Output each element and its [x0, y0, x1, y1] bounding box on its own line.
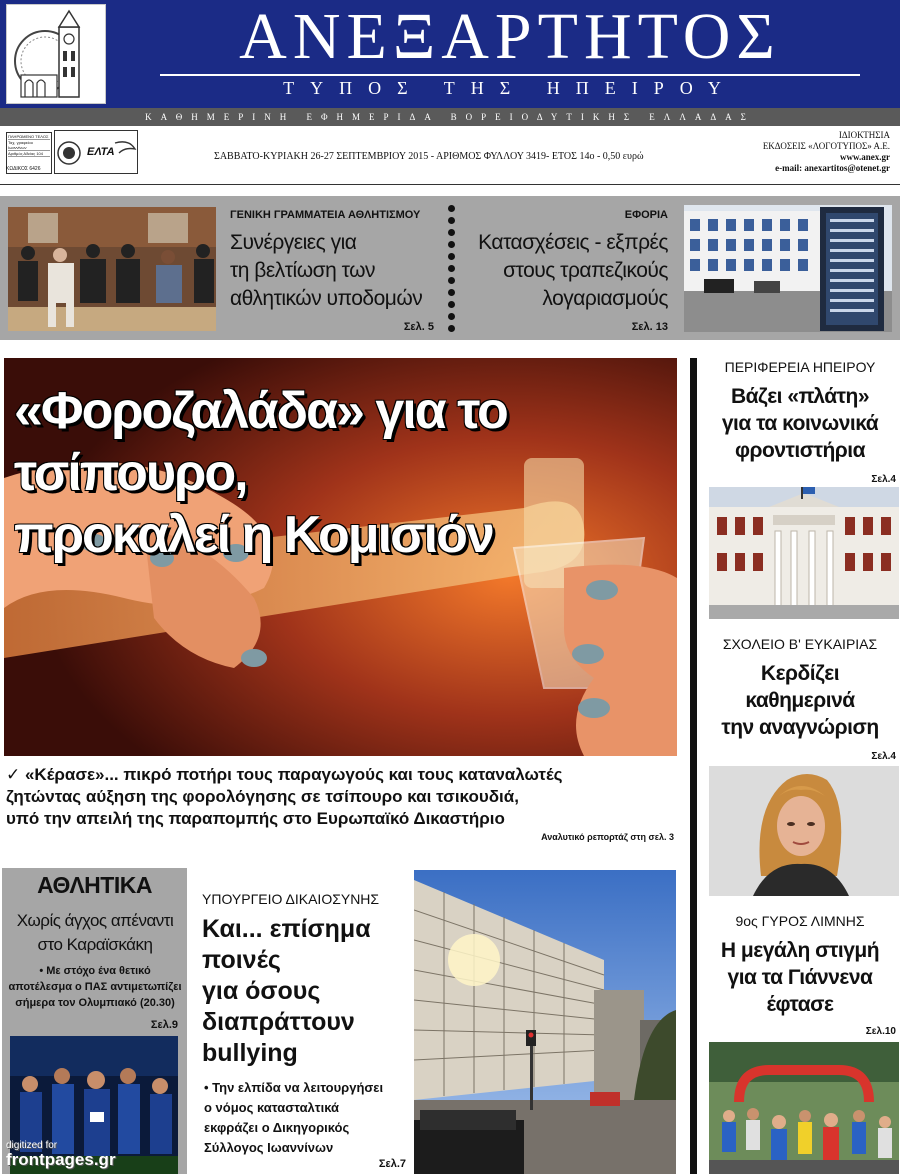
headline-line: τη βελτίωση των — [230, 259, 375, 282]
strip-left-page-ref: Σελ. 5 — [403, 321, 434, 333]
headline-line: καθημερινά — [745, 689, 855, 712]
right-story-2-kicker: ΣΧΟΛΕΙΟ Β' ΕΥΚΑΙΡΙΑΣ — [722, 636, 878, 652]
body-line: αποτέλεσμα ο ΠΑΣ αντιμετωπίζει — [8, 981, 182, 993]
stamp-line: Αριθμός Αδείας 104 — [8, 151, 50, 157]
headline-line: Βάζει «πλάτη» — [730, 385, 870, 408]
meeting-photo — [8, 207, 216, 331]
newspaper-title: ΑΝΕΞΑΡΤΗΤΟΣ — [239, 0, 781, 73]
headline-line: Συνέργειες για — [230, 231, 357, 254]
email-link[interactable]: e-mail: anexartitos@otenet.gr — [775, 163, 890, 173]
strip-left-kicker: ΓΕΝΙΚΗ ΓΡΑΜΜΑΤΕΙΑ ΑΘΛΗΤΙΣΜΟΥ — [230, 209, 421, 221]
right-story-3-kicker: 9ος ΓΥΡΟΣ ΛΙΜΝΗΣ — [735, 913, 865, 929]
info-rule — [0, 184, 900, 185]
right-story-2-page-ref: Σελ.4 — [871, 751, 896, 762]
headline-line: λογαριασμούς — [542, 287, 668, 310]
watermark-line: digitized for — [6, 1140, 58, 1151]
lead-subhead — [6, 764, 676, 830]
newspaper-subtitle: ΤΥΠΟΣ ΤΗΣ ΗΠΕΙΡΟΥ — [283, 78, 737, 98]
headline-line: στο Καραϊσκάκη — [37, 935, 153, 954]
tagline: ΚΑΘΗΜΕΡΙΝΗ ΕΦΗΜΕΡΙΔΑ ΒΟΡΕΙΟΔΥΤΙΚΗΣ ΕΛΛΑΔΑΣ — [0, 108, 900, 126]
marathon-runners-photo — [709, 1042, 899, 1174]
lead-page-ref: Αναλυτικό ρεπορτάζ στη σελ. 3 — [541, 832, 674, 842]
tax-office-building-photo — [684, 205, 892, 332]
headline-line: ποινές — [202, 946, 281, 974]
sports-headline[interactable] — [6, 909, 184, 957]
right-story-1-kicker: ΠΕΡΙΦΕΡΕΙΑ ΗΠΕΙΡΟΥ — [724, 359, 876, 375]
dateline: ΣΑΒΒΑΤΟ-ΚΥΡΙΑΚΗ 26-27 ΣΕΠΤΕΜΒΡΙΟΥ 2015 - ΑΡΙΘΜΟΣ ΦΥΛΛΟΥ 3419- ΕΤΟΣ 14ο - 0,50 ευρώ — [214, 151, 644, 162]
elta-post-box — [54, 130, 138, 174]
body-line: • Την ελπίδα να λειτουργήσει — [204, 1080, 384, 1095]
headline-line: για όσους — [202, 977, 321, 1005]
website-link[interactable]: www.anex.gr — [840, 152, 890, 162]
subhead-line: υπό την απειλή της παραπομπής στο Ευρωπαϊκό Δικαστήριο — [6, 809, 505, 828]
strip-right-kicker: ΕΦΟΡΙΑ — [624, 209, 668, 221]
headline-line: Χωρίς άγχος απέναντι — [16, 911, 174, 930]
strip-right-headline[interactable] — [460, 229, 668, 313]
headline-line: Η μεγάλη στιγμή — [720, 939, 880, 962]
clock-tower-logo — [6, 4, 106, 104]
body-line: • Με στόχο ένα θετικό — [39, 965, 151, 977]
body-line: σήμερα τον Ολυμπιακό (20.30) — [15, 997, 175, 1009]
strip-right-page-ref: Σελ. 13 — [631, 321, 668, 333]
headline-line: έφτασε — [766, 993, 834, 1016]
headline-line: Κερδίζει — [760, 662, 840, 685]
headline-line: Κατασχέσεις - εξπρές — [478, 231, 668, 254]
watermark-line: frontpages.gr — [6, 1150, 116, 1169]
headline-line: φροντιστήρια — [734, 439, 866, 462]
right-story-1-headline[interactable] — [702, 383, 898, 464]
headline-line: προκαλεί η Κομισιόν — [14, 506, 493, 564]
justice-page-ref: Σελ.7 — [378, 1158, 406, 1170]
sports-body — [6, 963, 184, 1011]
right-story-1-page-ref: Σελ.4 — [871, 474, 896, 485]
owner-label: ΙΔΙΟΚΤΗΣΙΑ — [838, 130, 890, 140]
title-rule — [160, 74, 860, 76]
sports-page-ref: Σελ.9 — [150, 1019, 178, 1031]
stamp-line: Ταχ. γραφείου Ιωαννίνων — [8, 140, 50, 151]
headline-line: Και... επίσημα — [202, 915, 371, 943]
body-line: εκφράζει ο Δικηγορικός — [204, 1120, 350, 1135]
lead-headline[interactable] — [14, 380, 674, 566]
sports-section-title: ΑΘΛΗΤΙΚΑ — [37, 872, 152, 898]
headline-line: διαπράττουν — [202, 1008, 355, 1036]
elta-label: ΕΛΤΑ — [87, 146, 115, 158]
headline-line: για τα Γιάννενα — [727, 966, 873, 989]
right-story-3-page-ref: Σελ.10 — [865, 1026, 896, 1037]
stamp-code: ΚΩΔΙΚΟΣ 6426 — [6, 166, 41, 172]
strip-left-headline[interactable] — [230, 229, 440, 313]
region-building-photo — [709, 487, 899, 619]
headline-line: στους τραπεζικούς — [503, 259, 668, 282]
body-line: ο νόμος κατασταλτικά — [204, 1100, 340, 1115]
justice-headline[interactable] — [202, 914, 408, 1069]
stamp-line: ΠΛΗΡΩΜΕΝΟ ΤΕΛΟΣ — [8, 134, 49, 139]
right-story-2-headline[interactable] — [702, 660, 898, 741]
subhead-line: ✓ «Κέρασε»... πικρό ποτήρι τους παραγωγούς και τους καταναλωτές — [6, 765, 563, 784]
headline-line: αθλητικών υποδομών — [230, 287, 423, 310]
woman-portrait-photo — [709, 766, 899, 896]
watermark — [6, 1140, 136, 1169]
right-story-3-headline[interactable] — [702, 937, 898, 1018]
column-divider-bar — [690, 358, 697, 1174]
owner-name: ΕΚΔΟΣΕΙΣ «ΛΟΓΟΤΥΠΟΣ» Α.Ε. — [762, 141, 890, 151]
justice-kicker: ΥΠΟΥΡΓΕΙΟ ΔΙΚΑΙΟΣΥΝΗΣ — [202, 891, 380, 907]
ownership-info — [740, 130, 890, 174]
headline-line: bullying — [202, 1039, 298, 1067]
headline-line: για τα κοινωνικά — [721, 412, 879, 435]
body-line: Σύλλογος Ιωαννίνων — [204, 1140, 334, 1155]
headline-line: την αναγνώριση — [721, 716, 879, 739]
dotted-divider — [446, 205, 456, 333]
justice-body — [204, 1078, 408, 1158]
headline-line: «Φοροζαλάδα» για το τσίπουρο, — [14, 382, 507, 502]
subhead-line: ζητώντας αύξηση της φορολόγησης σε τσίπουρο και τσικουδιά, — [6, 787, 519, 806]
courthouse-street-photo — [414, 870, 676, 1174]
